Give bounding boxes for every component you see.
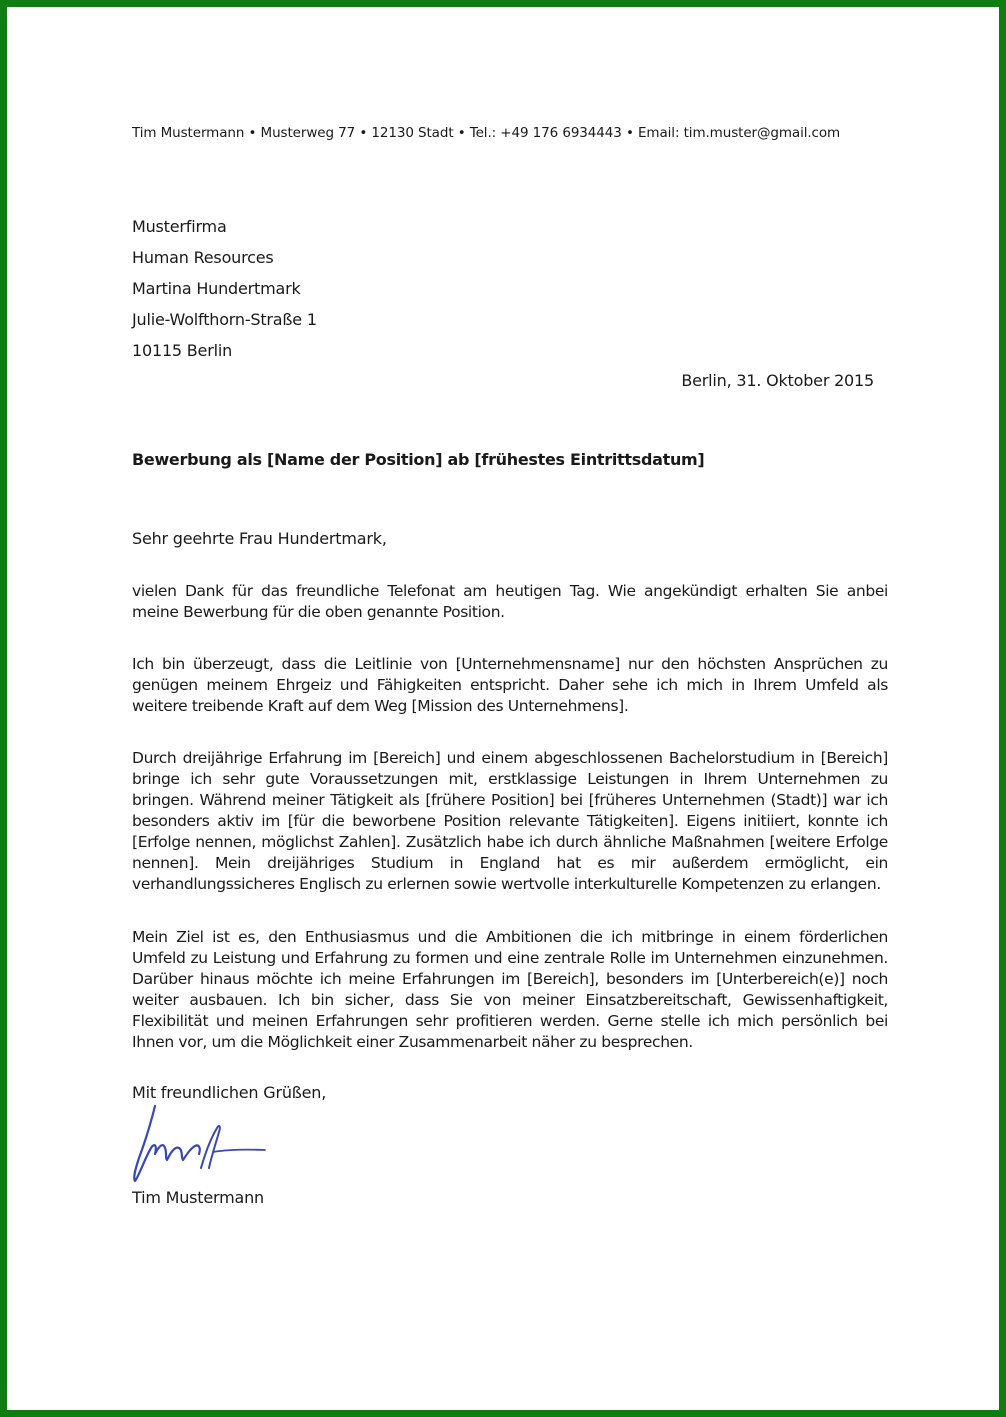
salutation: Sehr geehrte Frau Hundertmark, <box>132 529 387 548</box>
body-paragraph-3: Durch dreijährige Erfahrung im [Bereich] und einem abgeschlossenen Bachelorstudium in [Bereich] bringe ich sehr gute Voraussetzungen mit, erstklassige Leistungen in Ihrem Unternehmen zu bringen. Während meiner Tätigkeit als [frühere Position] bei [früheres Unternehmen (Stadt)] war ich besonders aktiv im [für die beworbene Position relevante Tätigkeiten]. Eigens initiiert, konnte ich [Erfolge nennen, möglichst Zahlen]. Zusätzlich habe ich durch ähnliche Maßnahmen [weitere Erfolge nennen]. Mein dreijähriges Studium in England hat es mir außerdem ermöglicht, ein verhandlungssicheres Englisch zu erlernen sowie wertvolle interkulturelle Kompetenzen zu erlangen. <box>132 749 888 893</box>
signer-name: Tim Mustermann <box>132 1188 264 1207</box>
recipient-city: 10115 Berlin <box>132 341 233 360</box>
body-paragraph-4: Mein Ziel ist es, den Enthusiasmus und die Ambitionen die ich mitbringe in einem förderlichen Umfeld zu Leistung und Erfahrung zu formen und eine zentrale Rolle im Unternehmen einzunehmen. Darüber hinaus möchte ich meine Erfahrungen im [Bereich], besonders im [Unterbereich(e)] noch weiter ausbauen. Ich bin sicher, dass Sie von meiner Einsatzbereitschaft, Gewissenhaftigkeit, Flexibilität und meinen Erfahrungen sehr profitieren werden. Gerne stelle ich mich persönlich bei Ihnen vor, um die Möglichkeit einer Zusammenarbeit näher zu besprechen. <box>132 928 888 1051</box>
closing-phrase: Mit freundlichen Grüßen, <box>132 1083 327 1102</box>
body-paragraph-2: Ich bin überzeugt, dass die Leitlinie von [Unternehmensname] nur den höchsten Ansprüchen zu genügen meinem Ehrgeiz und Fähigkeiten entspricht. Daher sehe ich mich in Ihrem Umfeld als weitere treibende Kraft auf dem Weg [Mission des Unternehmens]. <box>132 655 888 715</box>
recipient-contact-person: Martina Hundertmark <box>132 279 301 298</box>
letter-subject: Bewerbung als [Name der Position] ab [frühestes Eintrittsdatum] <box>132 450 705 469</box>
recipient-street: Julie-Wolfthorn-Straße 1 <box>132 310 317 329</box>
letter-date: Berlin, 31. Oktober 2015 <box>681 371 874 390</box>
body-paragraph-1: vielen Dank für das freundliche Telefonat am heutigen Tag. Wie angekündigt erhalten Sie anbei meine Bewerbung für die oben genannte Position. <box>132 582 888 621</box>
recipient-company: Musterfirma <box>132 217 227 236</box>
sender-contact-line: Tim Mustermann • Musterweg 77 • 12130 Stadt • Tel.: +49 176 6934443 • Email: tim.muster@gmail.com <box>132 125 841 141</box>
recipient-address-block <box>132 216 317 371</box>
recipient-department: Human Resources <box>132 248 274 267</box>
signature-icon <box>129 1102 269 1184</box>
